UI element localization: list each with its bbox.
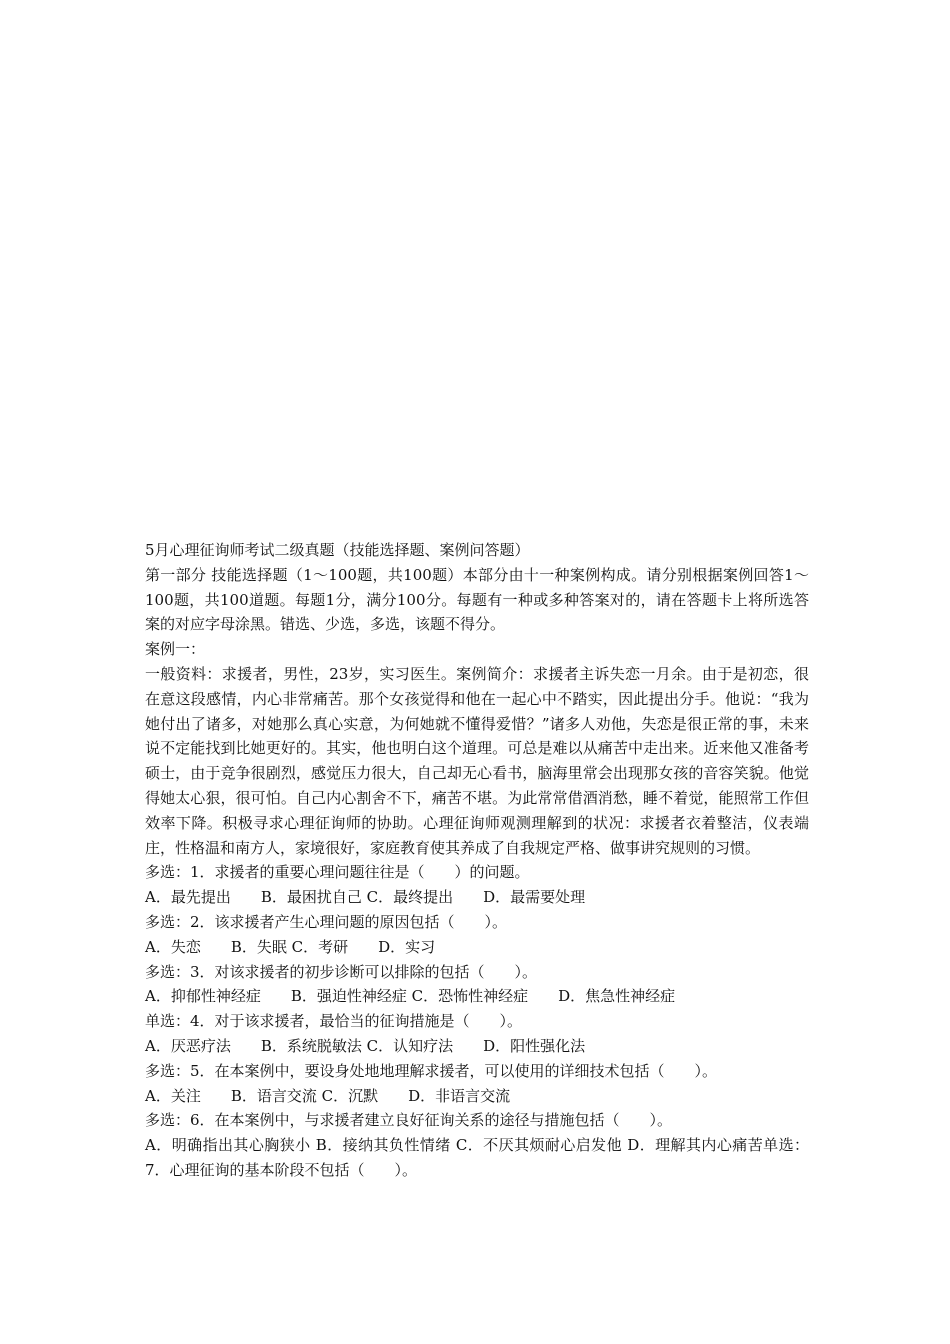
question-stem: 多选：2．该求援者产生心理问题的原因包括（ ）。	[145, 912, 508, 931]
question-options: A．厌恶疗法 B．系统脱敏法 C．认知疗法 D．阳性强化法	[145, 1036, 586, 1055]
case-body: 一般资料：求援者，男性，23岁，实习医生。案例简介：求援者主诉失恋一月余。由于是初恋，很在意这段感情，内心非常痛苦。那个女孩觉得和他在一起心中不踏实，因此提出分手。他说：“我为她付出了诸多，对她那么真心实意，为何她就不懂得爱惜？”诸多人劝他，失恋是很正常的事，未来说不定能找到比她更好的。其实，他也明白这个道理。可总是难以从痛苦中走出来。近来他又准备考硕士，由于竞争很剧烈，感觉压力很大，自己却无心看书，脑海里常会出现那女孩的音容笑貌。他觉得她太心狠，很可怕。自己内心割舍不下，痛苦不堪。为此常常借酒消愁，睡不着觉，能照常工作但效率下降。积极寻求心理征询师的协助。心理征询师观测理解到的状况：求援者衣着整洁，仪表端庄，性格温和南方人，家境很好，家庭教育使其养成了自我规定严格、做事讲究规则的习惯。	[145, 664, 809, 857]
question-options: A．明确指出其心胸狭小 B．接纳其负性情绪 C．不厌其烦耐心启发他 D．理解其内心痛苦单选：7．心理征询的基本阶段不包括（ ）。	[145, 1136, 809, 1179]
question-options: A．抑郁性神经症 B．强迫性神经症 C．恐怖性神经症 D．焦急性神经症	[145, 987, 676, 1006]
question-stem: 多选：5．在本案例中，要设身处地地理解求援者，可以使用的详细技术包括（ ）。	[145, 1061, 718, 1080]
case-heading: 案例一：	[145, 640, 206, 659]
section-intro: 第一部分 技能选择题（1～100题，共100题）本部分由十一种案例构成。请分别根据案例回答1～100题，共100道题。每题1分，满分100分。每题有一种或多种答案对的，请在答题卡上将所选答案的对应字母涂黑。错选、少选，多选，该题不得分。	[145, 565, 809, 634]
question-options: A．最先提出 B．最困扰自己 C．最终提出 D．最需要处理	[145, 888, 586, 907]
question-stem: 多选：3．对该求援者的初步诊断可以排除的包括（ ）。	[145, 962, 538, 981]
document-title: 5月心理征询师考试二级真题（技能选择题、案例问答题）	[145, 541, 530, 559]
question-options: A．关注 B．语言交流 C．沉默 D．非语言交流	[145, 1086, 511, 1105]
document-body	[145, 538, 809, 1183]
question-stem: 多选：1．求援者的重要心理问题往往是（ ）的问题。	[145, 863, 530, 882]
question-stem: 单选：4．对于该求援者，最恰当的征询措施是（ ）。	[145, 1012, 523, 1031]
question-stem: 多选：6．在本案例中，与求援者建立良好征询关系的途径与措施包括（ ）。	[145, 1111, 673, 1130]
question-options: A．失恋 B．失眠 C．考研 D．实习	[145, 937, 436, 956]
